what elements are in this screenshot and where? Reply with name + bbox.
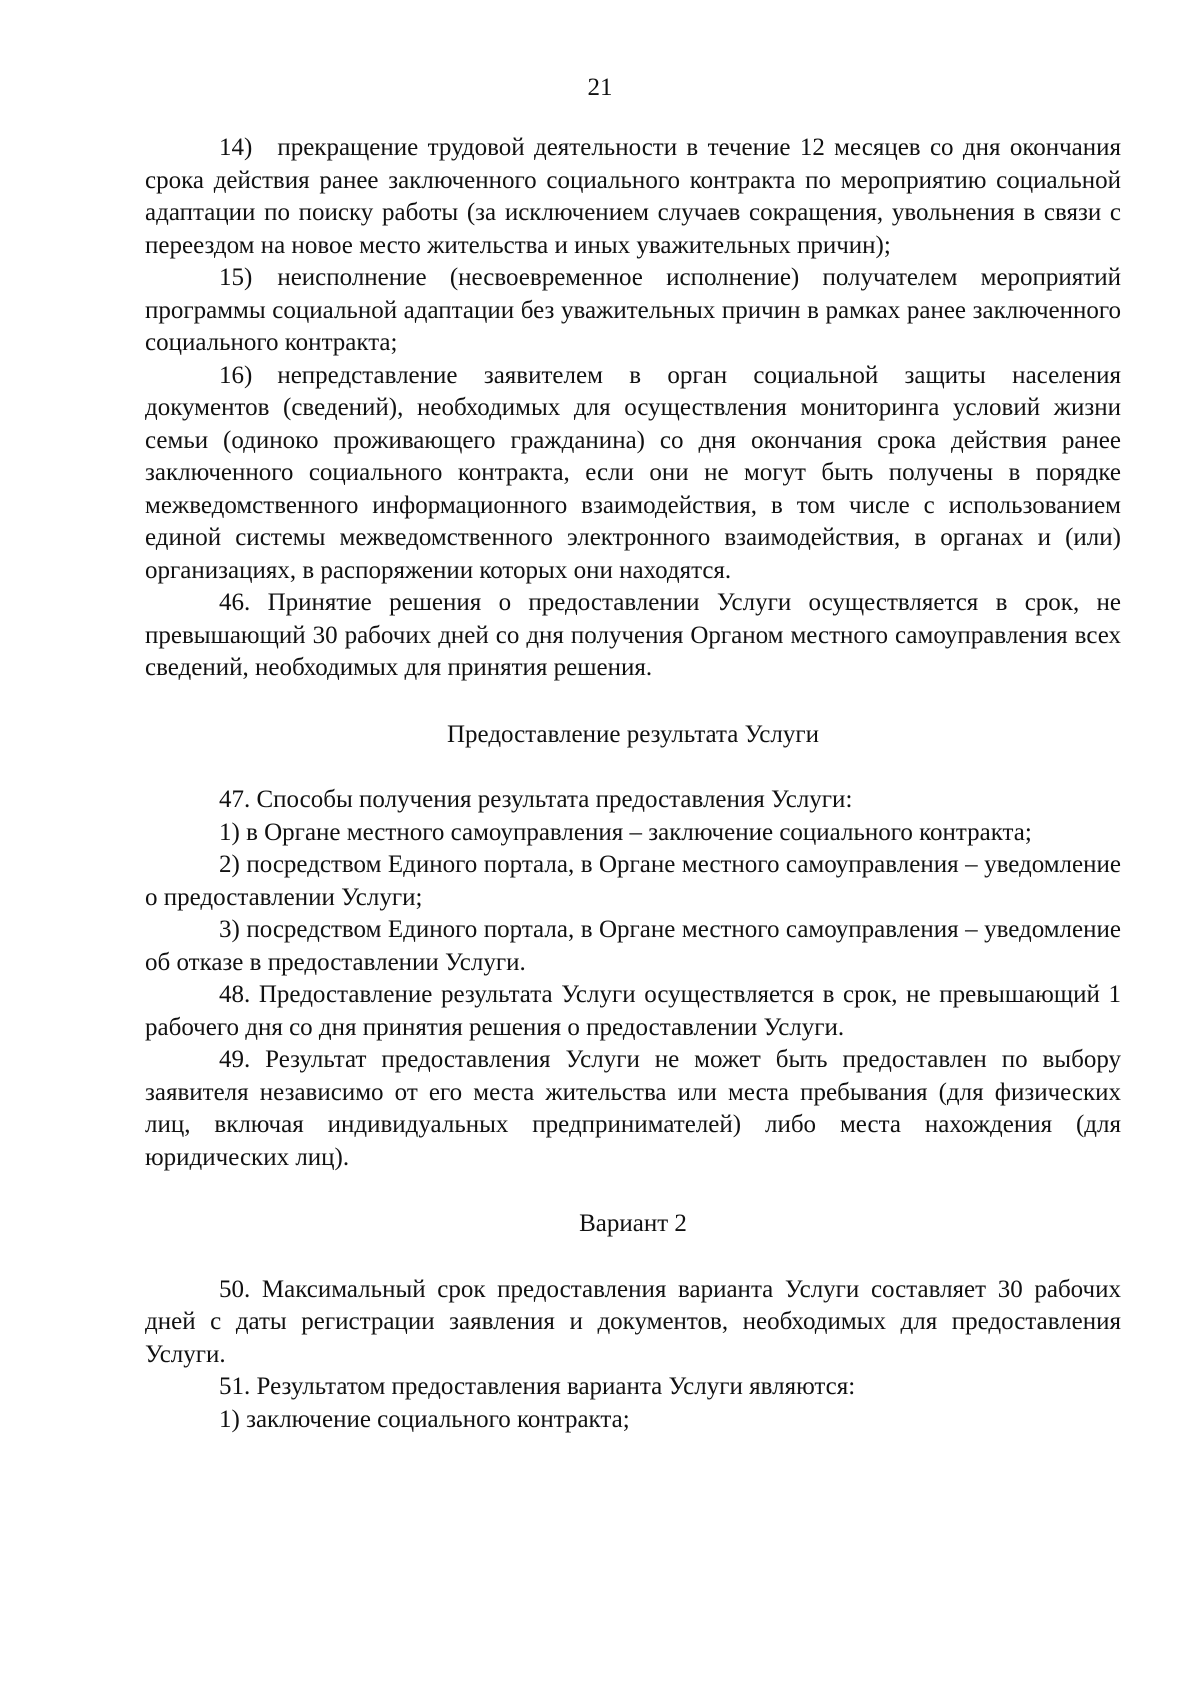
paragraph-47-item-2: 2) посредством Единого портала, в Органе местного самоуправления – уведомление о предоставлении Услуги; (145, 851, 1121, 911)
paragraph-item-14: 14) прекращение трудовой деятельности в течение 12 месяцев со дня окончания срока действия ранее заключенного социального контракта по мероприятию социальной адаптации по поиску работы (за исключением случаев сокращения, увольнения в связи с переездом на новое место жительства и иных уважительных причин); (145, 134, 1121, 259)
paragraph-item-16: 16) непредставление заявителем в орган социальной защиты населения документов (сведений), необходимых для осуществления мониторинга условий жизни семьи (одиноко проживающего гражданина) со дня окончания срока действия ранее заключенного социального контракта, если они не могут быть получены в порядке межведомственного информационного взаимодействия, в том числе с использованием единой системы межведомственного электронного взаимодействия, в органах и (или) организациях, в распоряжении которых они находятся. (145, 361, 1121, 584)
paragraph-47-item-3: 3) посредством Единого портала, в Органе местного самоуправления – уведомление об отказе в предоставлении Услуги. (145, 916, 1121, 976)
paragraph-46: 46. Принятие решения о предоставлении Услуги осуществляется в срок, не превышающий 30 рабочих дней со дня получения Органом местного самоуправления всех сведений, необходимых для принятия решения. (145, 589, 1121, 681)
paragraph-47: 47. Способы получения результата предоставления Услуги: (219, 786, 853, 813)
paragraph-50: 50. Максимальный срок предоставления варианта Услуги составляет 30 рабочих дней с даты регистрации заявления и документов, необходимых для предоставления Услуги. (145, 1275, 1121, 1368)
section-heading-variant-2: Вариант 2 (579, 1210, 687, 1237)
document-body (145, 132, 1121, 1436)
paragraph-51-item-1: 1) заключение социального контракта; (219, 1405, 630, 1433)
paragraph-51: 51. Результатом предоставления варианта Услуги являются: (219, 1373, 856, 1400)
paragraph-item-15: 15) неисполнение (несвоевременное исполнение) получателем мероприятий программы социальной адаптации без уважительных причин в рамках ранее заключенного социального контракта; (145, 264, 1121, 356)
paragraph-48: 48. Предоставление результата Услуги осуществляется в срок, не превышающий 1 рабочего дня со дня принятия решения о предоставлении Услуги. (145, 981, 1121, 1041)
paragraph-47-item-1: 1) в Органе местного самоуправления – заключение социального контракта; (219, 818, 1032, 846)
paragraph-49: 49. Результат предоставления Услуги не может быть предоставлен по выбору заявителя независимо от его места жительства или места пребывания (для физических лиц, включая индивидуальных предпринимателей) либо места нахождения (для юридических лиц). (145, 1046, 1121, 1171)
section-heading-result: Предоставление результата Услуги (447, 720, 819, 748)
page-number: 21 (587, 74, 613, 101)
